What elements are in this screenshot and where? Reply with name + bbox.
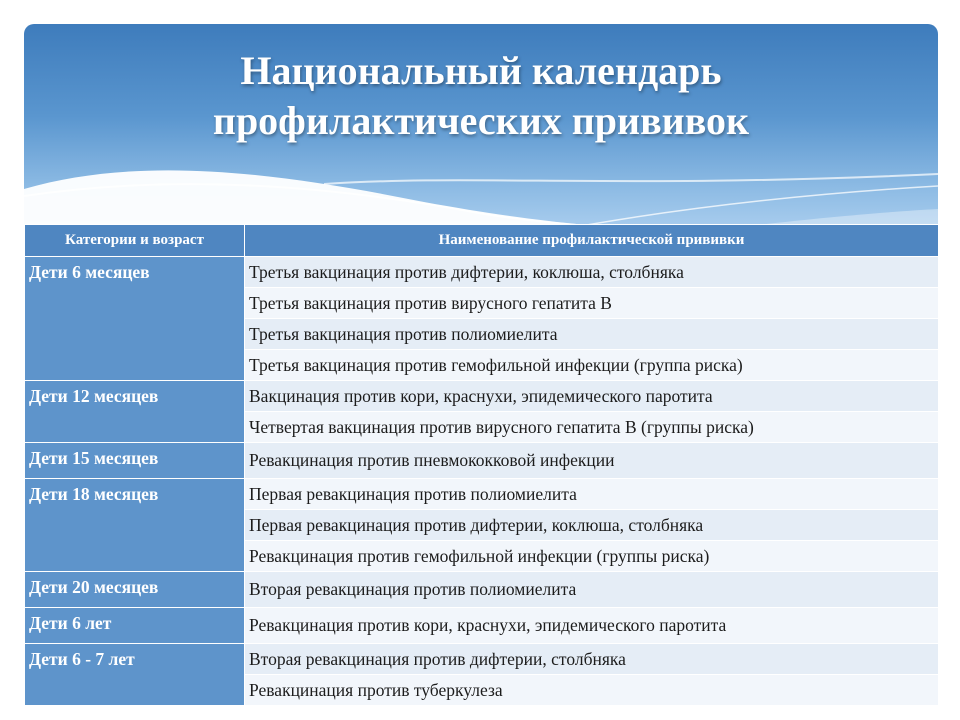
table-row [25,572,939,608]
vaccination-cell: Вакцинация против кори, краснухи, эпидемического паротита [245,381,939,412]
vaccination-cell: Третья вакцинация против гемофильной инфекции (группа риска) [245,350,939,381]
table-row [25,381,939,412]
vaccination-cell: Ревакцинация против туберкулеза [245,675,939,706]
table-row [25,257,939,288]
table-row [25,608,939,644]
title-banner [24,24,938,229]
vaccination-cell: Ревакцинация против кори, краснухи, эпидемического паротита [245,608,939,644]
title-line-1: Национальный календарь [240,48,722,93]
column-header-vaccination: Наименование профилактической прививки [245,225,939,257]
vaccination-cell: Четвертая вакцинация против вирусного гепатита В (группы риска) [245,412,939,443]
vaccination-cell: Ревакцинация против пневмококковой инфекции [245,443,939,479]
page-title [24,46,938,146]
category-cell: Дети 6 - 7 лет [25,644,245,706]
column-header-category: Категории и возраст [25,225,245,257]
category-cell: Дети 6 лет [25,608,245,644]
category-cell: Дети 15 месяцев [25,443,245,479]
table-row [25,479,939,510]
category-cell: Дети 18 месяцев [25,479,245,572]
vaccination-cell: Третья вакцинация против вирусного гепатита В [245,288,939,319]
category-cell: Дети 20 месяцев [25,572,245,608]
vaccination-cell: Третья вакцинация против полиомиелита [245,319,939,350]
vaccination-cell: Вторая ревакцинация против дифтерии, столбняка [245,644,939,675]
vaccination-cell: Вторая ревакцинация против полиомиелита [245,572,939,608]
table-body [25,257,939,706]
vaccination-cell: Первая ревакцинация против дифтерии, коклюша, столбняка [245,510,939,541]
vaccination-cell: Ревакцинация против гемофильной инфекции (группы риска) [245,541,939,572]
category-cell: Дети 6 месяцев [25,257,245,381]
vaccination-cell: Третья вакцинация против дифтерии, коклюша, столбняка [245,257,939,288]
vaccination-calendar-table [24,224,939,706]
vaccination-cell: Первая ревакцинация против полиомиелита [245,479,939,510]
category-cell: Дети 12 месяцев [25,381,245,443]
table-row [25,443,939,479]
table-header-row [25,225,939,257]
table-row [25,644,939,675]
title-line-2: профилактических прививок [212,98,750,143]
